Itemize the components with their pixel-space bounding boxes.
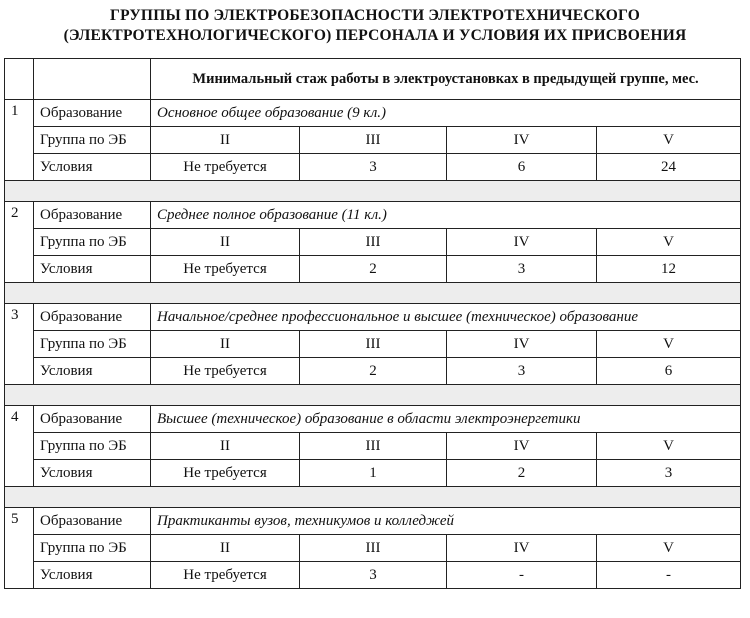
education-label: Образование [34, 202, 151, 229]
group-cell: II [151, 127, 300, 154]
group-cell: III [300, 331, 447, 358]
section-separator [5, 181, 741, 202]
condition-cell: 2 [447, 460, 597, 487]
condition-cell: - [597, 562, 741, 589]
group-cell: IV [447, 229, 597, 256]
section-separator [5, 385, 741, 406]
education-value: Высшее (техническое) образование в области электроэнергетики [151, 406, 741, 433]
section-number: 1 [5, 100, 34, 181]
separator-cell [5, 385, 741, 406]
header-empty-cell [5, 59, 34, 100]
separator-cell [5, 181, 741, 202]
condition-cell: Не требуется [151, 256, 300, 283]
conditions-label: Условия [34, 154, 151, 181]
condition-cell: 2 [300, 256, 447, 283]
group-cell: III [300, 229, 447, 256]
title-line-2: (ЭЛЕКТРОТЕХНОЛОГИЧЕСКОГО) ПЕРСОНАЛА И УСЛОВИЯ ИХ ПРИСВОЕНИЯ [63, 27, 687, 44]
group-cell: II [151, 229, 300, 256]
condition-cell: 24 [597, 154, 741, 181]
education-row [5, 202, 741, 229]
condition-cell: 3 [447, 358, 597, 385]
section-number: 2 [5, 202, 34, 283]
section-separator [5, 283, 741, 304]
group-cell: II [151, 433, 300, 460]
education-row [5, 406, 741, 433]
group-cell: II [151, 331, 300, 358]
condition-cell: 6 [597, 358, 741, 385]
condition-cell: Не требуется [151, 562, 300, 589]
group-cell: IV [447, 331, 597, 358]
group-cell: III [300, 535, 447, 562]
table-header-row [5, 59, 741, 100]
education-value: Начальное/среднее профессиональное и высшее (техническое) образование [151, 304, 741, 331]
group-row [5, 433, 741, 460]
condition-cell: Не требуется [151, 154, 300, 181]
education-row [5, 304, 741, 331]
section-separator [5, 487, 741, 508]
conditions-label: Условия [34, 562, 151, 589]
condition-cell: - [447, 562, 597, 589]
group-cell: V [597, 433, 741, 460]
group-cell: IV [447, 127, 597, 154]
education-row [5, 100, 741, 127]
education-row [5, 508, 741, 535]
condition-cell: 3 [597, 460, 741, 487]
education-value: Практиканты вузов, техникумов и колледжей [151, 508, 741, 535]
document-title [0, 0, 750, 50]
group-cell: V [597, 229, 741, 256]
conditions-row [5, 154, 741, 181]
group-label: Группа по ЭБ [34, 331, 151, 358]
education-label: Образование [34, 508, 151, 535]
condition-cell: 2 [300, 358, 447, 385]
condition-cell: Не требуется [151, 358, 300, 385]
header-empty-cell [34, 59, 151, 100]
group-cell: IV [447, 433, 597, 460]
condition-cell: 1 [300, 460, 447, 487]
conditions-label: Условия [34, 256, 151, 283]
separator-cell [5, 283, 741, 304]
section-number: 3 [5, 304, 34, 385]
education-label: Образование [34, 406, 151, 433]
group-row [5, 331, 741, 358]
title-line-1: ГРУППЫ ПО ЭЛЕКТРОБЕЗОПАСНОСТИ ЭЛЕКТРОТЕХНИЧЕСКОГО [110, 7, 640, 24]
table-header: Минимальный стаж работы в электроустановках в предыдущей группе, мес. [151, 59, 741, 100]
condition-cell: 3 [447, 256, 597, 283]
education-label: Образование [34, 100, 151, 127]
group-cell: IV [447, 535, 597, 562]
conditions-label: Условия [34, 358, 151, 385]
separator-cell [5, 487, 741, 508]
group-cell: II [151, 535, 300, 562]
section-number: 4 [5, 406, 34, 487]
group-cell: V [597, 535, 741, 562]
conditions-row [5, 358, 741, 385]
condition-cell: 3 [300, 154, 447, 181]
condition-cell: 12 [597, 256, 741, 283]
section-number: 5 [5, 508, 34, 589]
condition-cell: Не требуется [151, 460, 300, 487]
group-cell: V [597, 331, 741, 358]
condition-cell: 3 [300, 562, 447, 589]
conditions-row [5, 460, 741, 487]
group-label: Группа по ЭБ [34, 535, 151, 562]
group-label: Группа по ЭБ [34, 433, 151, 460]
conditions-label: Условия [34, 460, 151, 487]
group-cell: III [300, 127, 447, 154]
conditions-row [5, 256, 741, 283]
education-value: Среднее полное образование (11 кл.) [151, 202, 741, 229]
groups-table [4, 58, 741, 589]
conditions-row [5, 562, 741, 589]
group-label: Группа по ЭБ [34, 229, 151, 256]
group-row [5, 127, 741, 154]
group-label: Группа по ЭБ [34, 127, 151, 154]
education-label: Образование [34, 304, 151, 331]
group-row [5, 229, 741, 256]
condition-cell: 6 [447, 154, 597, 181]
group-cell: III [300, 433, 447, 460]
education-value: Основное общее образование (9 кл.) [151, 100, 741, 127]
group-cell: V [597, 127, 741, 154]
group-row [5, 535, 741, 562]
